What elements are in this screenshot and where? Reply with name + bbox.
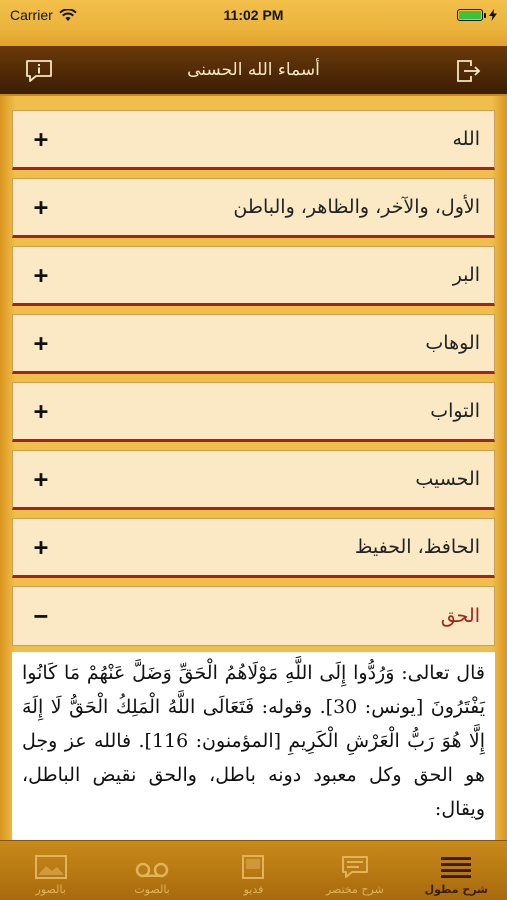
tab-images[interactable]: [0, 841, 101, 900]
expand-icon: +: [33, 193, 49, 221]
chat-icon: [340, 855, 370, 879]
accordion-item-label: البر: [452, 264, 480, 286]
expand-icon: +: [33, 465, 49, 493]
info-bubble-icon: [24, 58, 54, 84]
accordion-item-al-haqq[interactable]: [12, 586, 495, 646]
accordion-item-al-wahhab[interactable]: [12, 314, 495, 374]
names-list: [0, 96, 507, 840]
expand-icon: +: [33, 261, 49, 289]
carrier-label: Carrier: [10, 7, 53, 23]
tab-short-explanation[interactable]: [304, 841, 405, 900]
accordion-item-label: الله: [452, 128, 480, 150]
exit-button[interactable]: [453, 58, 483, 84]
tab-video[interactable]: [203, 841, 304, 900]
accordion-item-label: الحسيب: [415, 468, 480, 490]
tab-label: شرح مختصر: [325, 883, 384, 896]
accordion-item-label: التواب: [430, 400, 480, 422]
tab-long-explanation[interactable]: [406, 841, 507, 900]
expand-icon: +: [33, 397, 49, 425]
navigation-bar: [0, 46, 507, 96]
exit-icon: [453, 58, 483, 84]
accordion-item-al-barr[interactable]: [12, 246, 495, 306]
detail-text: قال تعالى: وَرُدُّوا إِلَى اللَّهِ مَوْلَاهُمُ الْحَقِّ وَضَلَّ عَنْهُمْ مَا كَانُوا يَفْتَرُونَ [يونس: 30]. وقوله: فَتَعَالَى اللَّهُ الْمَلِكُ الْحَقُّ لَا إِلَهَ إِلَّا هُوَ رَبُّ الْعَرْشِ الْكَرِيمِ [المؤمنون: 116]. فالله عز وجل هو الحق وكل معبود دونه باطل، والحق نقيض الباطل، ويقال:: [22, 662, 485, 820]
accordion-item-allah[interactable]: [12, 110, 495, 170]
voicemail-icon: [135, 861, 169, 879]
wifi-icon: [59, 9, 77, 22]
header-band: [0, 30, 507, 46]
expand-icon: +: [33, 533, 49, 561]
expand-icon: +: [33, 329, 49, 357]
accordion-item-label: الحافظ، الحفيظ: [354, 536, 480, 558]
tab-audio[interactable]: [101, 841, 202, 900]
battery-indicator: [457, 9, 497, 21]
accordion-item-al-hafiz[interactable]: [12, 518, 495, 578]
tab-label: فديو: [243, 883, 264, 896]
status-bar: [0, 0, 507, 30]
info-button[interactable]: [24, 58, 54, 84]
accordion-item-al-hasib[interactable]: [12, 450, 495, 510]
collapse-icon: −: [33, 602, 49, 630]
page-title: أسماء الله الحسنى: [187, 60, 320, 80]
accordion-item-at-tawwab[interactable]: [12, 382, 495, 442]
image-icon: [35, 855, 67, 879]
accordion-item-label: الحق: [440, 605, 480, 627]
battery-icon: [457, 9, 483, 21]
list-icon: [441, 857, 471, 879]
video-icon: [242, 855, 264, 879]
expand-icon: +: [33, 125, 49, 153]
accordion-item-label: الوهاب: [425, 332, 480, 354]
detail-text-panel[interactable]: [12, 652, 495, 840]
status-left: [10, 7, 77, 23]
charging-bolt-icon: [489, 9, 497, 21]
clock: 11:02 PM: [223, 7, 284, 23]
tab-label: شرح مطول: [424, 883, 488, 896]
accordion-item-al-awwal[interactable]: [12, 178, 495, 238]
tab-bar: [0, 840, 507, 900]
accordion-item-label: الأول، والآخر، والظاهر، والباطن: [233, 196, 480, 218]
tab-label: بالصور: [35, 883, 66, 896]
tab-label: بالصوت: [134, 883, 170, 896]
